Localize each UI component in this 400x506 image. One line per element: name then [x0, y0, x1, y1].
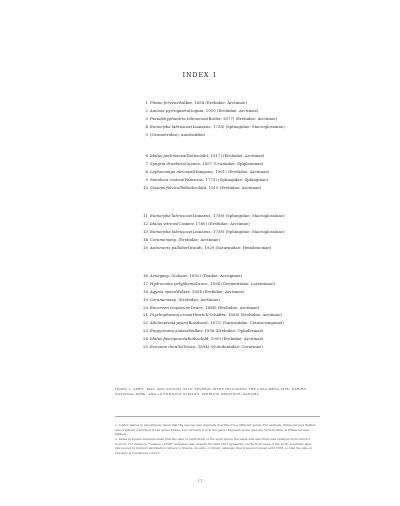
species-name: Syngria druidaria	[150, 160, 185, 166]
species-authority: Druce, 1894 (Geometridae: Larentiinae)	[195, 280, 276, 286]
entry-number: 5	[145, 131, 148, 137]
species-authority: (Fabricius, 1775) (Sphingidae: Sphinginae)	[183, 176, 269, 182]
entry-number: 1	[145, 100, 148, 105]
entry-number: 23	[143, 328, 148, 334]
species-name: Pseudohyphantria tolimensis	[150, 115, 208, 121]
species-authority: Rothschild, 1910 (Erebidae: Arctiinae)	[185, 184, 262, 190]
entry-number: 7	[145, 160, 148, 166]
species-authority: (Linnaeus, 1758) (Sphingidae: Macroglossinae)	[191, 228, 285, 234]
index-caption: INDEX 1. APRIL, MAY, AND AUGUST 2010, SEVERAL SITES INCLUDING THE CASA MESA SITE, DARIÉN NATIONAL PARK, AND LA FORTUNA STATION, CHIRIQUÍ PROVINCE, PANAMÁ.	[115, 387, 307, 396]
species-authority: (Druce, 1894) (Notodontidae: Cerurinae)	[181, 344, 263, 350]
index-group	[0, 99, 400, 138]
entry-number: 10	[143, 184, 148, 190]
index-entry	[0, 327, 400, 335]
index-entry	[0, 99, 400, 107]
species-name: Automeris pallidior	[150, 244, 189, 250]
entry-number: 20	[143, 304, 148, 310]
species-name: Eucereon tropaeum	[150, 304, 190, 310]
species-authority: sp. (Erebidae: Arctiinae)	[171, 236, 220, 242]
index-entry	[0, 107, 400, 115]
index-entry	[0, 280, 400, 288]
index-entry	[0, 131, 400, 139]
species-name: Empyreuma anassa	[150, 328, 189, 334]
species-name: Pitane fervens	[150, 100, 179, 105]
footnote-1: 1. Author names in parentheses mean that the species was originally described in a different genus. For example, Pitane fervens Walker was originally described in the genus Pitane, but currently it is in the genus Eupseudosoma (and the current name is Pitane fervens Walker).	[115, 423, 316, 437]
species-authority: sp. (Erebidae: Arctiinae)	[171, 296, 220, 302]
species-name: Eumorpha labruscae	[150, 228, 192, 234]
entry-number: 21	[143, 312, 148, 318]
entry-number: 17	[143, 280, 148, 286]
species-authority: (Boisduval, 1872) (Saturniidae: Ceratocampinae)	[186, 320, 284, 326]
entry-number: 22	[143, 320, 148, 326]
index-entry	[0, 160, 400, 168]
species-authority: (Cramer, 1780) (Erebidae: Arctiinae)	[177, 220, 250, 226]
index-entry	[0, 184, 400, 192]
species-authority: sp. (Schaus, 1892) (Doidae: Aceaginae)	[164, 273, 243, 278]
species-authority: (Rothschild, 1917) (Erebidae: Arctiinae)	[185, 153, 265, 158]
entry-number: 14	[143, 236, 148, 242]
index-entry	[0, 123, 400, 131]
index-entry	[0, 236, 400, 244]
index-entry	[0, 343, 400, 351]
entry-number: 13	[143, 228, 148, 234]
entry-number: 11	[143, 213, 148, 218]
entry-number: 25	[143, 344, 148, 350]
species-name: Ceramenia	[150, 296, 172, 302]
entry-number: 16	[143, 273, 148, 278]
entry-number: 24	[143, 336, 148, 342]
species-name: Manduca rustica	[150, 176, 184, 182]
species-name: Ecnomia doralis	[150, 344, 182, 350]
entry-number: 9	[145, 176, 148, 182]
entry-number: 6	[145, 153, 148, 158]
species-name: Idalus perlimacea	[150, 153, 186, 158]
species-authority: Draudt, 1929 (Saturniidae: Hemileucinae)	[188, 244, 272, 250]
index-entry	[0, 272, 400, 280]
species-authority: (Geometridae), unidentified	[150, 131, 205, 137]
index-entry	[0, 168, 400, 176]
index-entry	[0, 152, 400, 160]
index-entry	[0, 244, 400, 252]
entry-number: 19	[143, 296, 148, 302]
species-authority: (Linnaeus, 1758) (Sphingidae: Macroglossinae)	[191, 213, 285, 218]
index-title: INDEX 1	[182, 72, 218, 79]
index-entry	[0, 288, 400, 296]
entry-number: 15	[143, 244, 148, 250]
index-entry	[0, 176, 400, 184]
index-entry	[0, 335, 400, 343]
species-name: Eumorpha labruscae	[150, 123, 192, 129]
species-authority: Walker, 1854 (Erebidae: Arctiinae)	[178, 100, 247, 105]
species-name: Agyrta opaca	[150, 288, 177, 294]
entry-number: 2	[145, 107, 148, 113]
species-name: Amaxia pyrrogastra	[150, 107, 190, 113]
species-authority: Rothschild, 1909 (Erebidae: Arctiinae)	[187, 336, 264, 342]
species-name: Eumorpha labruscae	[150, 213, 192, 218]
species-authority: Walker, 1854 (Erebidae: Arctiinae)	[176, 288, 245, 294]
index-entry	[0, 115, 400, 123]
footnote-2: 2. Dates in square brackets mean that the date of publication of the work where the name was described was obtained from indirect sources. For instance, "Guenée, [1858]" indicates that, despite the date 1857 appearing on the front page of the work, scientists later discovered by indirect information (letters to friends, receipts or library catalogs) that it was not issued until 1858, so that the date in brackets is considered correct.	[115, 437, 312, 455]
species-name: Psychophasma erosa	[150, 312, 192, 318]
entry-number: 12	[143, 220, 148, 226]
species-name: Hydrocoma polyphema	[150, 280, 196, 286]
entry-number: 18	[143, 288, 148, 294]
species-authority: (Hampson, 1901) (Erebidae: Arctiinae)	[192, 168, 270, 174]
species-name: Adeloneivaia jason	[150, 320, 187, 326]
page-number: 11	[197, 479, 203, 483]
species-authority: (Linnaeus, 1758) (Sphingidae: Macroglossinae)	[191, 123, 285, 129]
index-entry	[0, 296, 400, 304]
species-authority: (Butler, 1877) (Erebidae: Arctiinae)	[207, 115, 278, 121]
footnote-divider	[115, 416, 320, 417]
species-authority: Dognin, 1910 (Erebidae: Arctiinae)	[189, 107, 259, 113]
index-entry	[0, 319, 400, 327]
species-authority: Guenée, 1857 (Uraniidae: Epipleminae)	[184, 160, 264, 166]
entry-number: 4	[145, 123, 148, 129]
species-name: Idalus vitreus	[150, 220, 178, 226]
index-entry	[0, 220, 400, 228]
index-entry	[0, 228, 400, 236]
entry-number: 8	[145, 168, 148, 174]
species-authority: (Druce, 1884) (Erebidae: Arctiinae)	[189, 304, 260, 310]
species-name: Lophocampa atriceps	[150, 168, 193, 174]
species-name: Cisseps fulvicollis	[150, 184, 186, 190]
index-group	[0, 212, 400, 251]
species-authority: Walker, 1856 (Erebidae: Ophiderinae)	[188, 328, 264, 334]
entry-number: 3	[145, 115, 148, 121]
species-authority: (Herrich-Schäffer, 1858) (Erebidae: Arctiinae)	[191, 312, 283, 318]
index-entry	[0, 212, 400, 220]
index-entry	[0, 304, 400, 312]
index-entry	[0, 311, 400, 319]
species-name: Idalus fasciipuncta	[150, 336, 188, 342]
index-group	[0, 272, 400, 351]
species-name: Aceaga	[150, 273, 165, 278]
species-name: Ceramenia	[150, 236, 172, 242]
index-group	[0, 152, 400, 191]
